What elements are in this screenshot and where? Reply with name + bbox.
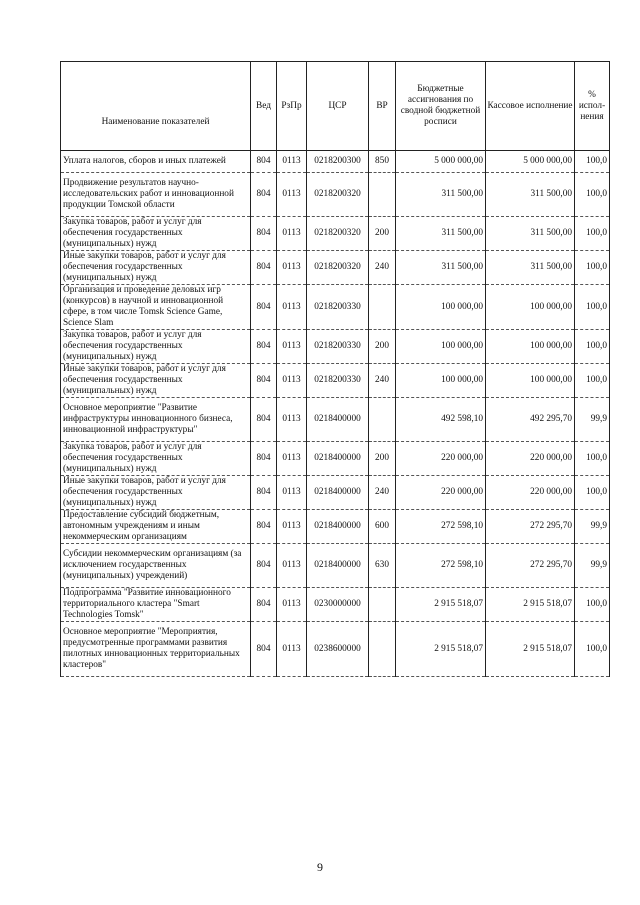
cell-name: Предоставление субсидий бюджетным, автономным учреждениям и иным некоммерческим организациям — [61, 510, 251, 544]
cell-vr: 240 — [369, 251, 396, 285]
header-vr: ВР — [369, 62, 396, 151]
cell-cash: 272 295,70 — [486, 510, 575, 544]
cell-name: Организация и проведение деловых игр (конкурсов) в научной и инновационной сфере, в том числе Tomsk Science Game, Science Slam — [61, 285, 251, 330]
cell-csr: 0238600000 — [307, 622, 369, 677]
table-row — [61, 151, 610, 173]
cell-csr: 0230000000 — [307, 588, 369, 622]
header-csr: ЦСР — [307, 62, 369, 151]
header-name: Наименование показателей — [61, 62, 251, 151]
cell-budget: 272 598,10 — [396, 544, 486, 588]
table-row — [61, 285, 610, 330]
cell-name: Иные закупки товаров, работ и услуг для обеспечения государственных (муниципальных) нужд — [61, 476, 251, 510]
cell-name: Продвижение результатов научно-исследовательских работ и инновационной продукции Томской области — [61, 173, 251, 217]
cell-pct: 100,0 — [575, 442, 610, 476]
header-pct: % испол-нения — [575, 62, 610, 151]
cell-ved: 804 — [251, 330, 277, 364]
cell-budget: 272 598,10 — [396, 510, 486, 544]
cell-budget: 100 000,00 — [396, 285, 486, 330]
cell-pct: 100,0 — [575, 476, 610, 510]
cell-cash: 220 000,00 — [486, 476, 575, 510]
cell-rzpr: 0113 — [277, 285, 307, 330]
cell-pct: 100,0 — [575, 285, 610, 330]
table-row — [61, 217, 610, 251]
cell-name: Закупка товаров, работ и услуг для обеспечения государственных (муниципальных) нужд — [61, 217, 251, 251]
cell-ved: 804 — [251, 151, 277, 173]
cell-name: Иные закупки товаров, работ и услуг для обеспечения государственных (муниципальных) нужд — [61, 364, 251, 398]
cell-budget: 2 915 518,07 — [396, 622, 486, 677]
cell-csr: 0218200300 — [307, 151, 369, 173]
cell-cash: 100 000,00 — [486, 330, 575, 364]
cell-pct: 100,0 — [575, 364, 610, 398]
table-row — [61, 330, 610, 364]
cell-csr: 0218200320 — [307, 217, 369, 251]
cell-name: Уплата налогов, сборов и иных платежей — [61, 151, 251, 173]
cell-ved: 804 — [251, 476, 277, 510]
cell-vr: 200 — [369, 442, 396, 476]
cell-vr: 240 — [369, 476, 396, 510]
cell-rzpr: 0113 — [277, 151, 307, 173]
cell-rzpr: 0113 — [277, 364, 307, 398]
cell-rzpr: 0113 — [277, 622, 307, 677]
table-row — [61, 510, 610, 544]
cell-name: Основное мероприятие "Развитие инфраструктуры инновационного бизнеса, инновационной инфраструктуры" — [61, 398, 251, 442]
cell-pct: 99,9 — [575, 398, 610, 442]
cell-rzpr: 0113 — [277, 442, 307, 476]
cell-cash: 100 000,00 — [486, 285, 575, 330]
cell-vr — [369, 588, 396, 622]
cell-cash: 220 000,00 — [486, 442, 575, 476]
cell-pct: 100,0 — [575, 151, 610, 173]
cell-vr: 200 — [369, 330, 396, 364]
cell-csr: 0218200320 — [307, 251, 369, 285]
cell-csr: 0218400000 — [307, 442, 369, 476]
cell-cash: 311 500,00 — [486, 217, 575, 251]
cell-name: Иные закупки товаров, работ и услуг для обеспечения государственных (муниципальных) нужд — [61, 251, 251, 285]
cell-vr: 240 — [369, 364, 396, 398]
cell-csr: 0218200330 — [307, 285, 369, 330]
table-body — [61, 151, 610, 677]
cell-cash: 2 915 518,07 — [486, 588, 575, 622]
cell-cash: 272 295,70 — [486, 544, 575, 588]
cell-ved: 804 — [251, 251, 277, 285]
cell-rzpr: 0113 — [277, 251, 307, 285]
table-row — [61, 588, 610, 622]
cell-vr — [369, 173, 396, 217]
cell-vr: 850 — [369, 151, 396, 173]
cell-name: Субсидии некоммерческим организациям (за исключением государственных (муниципальных) учреждений) — [61, 544, 251, 588]
cell-name: Подпрограмма "Развитие инновационного территориального кластера "Smart Technologies Tomsk" — [61, 588, 251, 622]
cell-pct: 99,9 — [575, 510, 610, 544]
cell-ved: 804 — [251, 588, 277, 622]
header-budget: Бюджетные ассигнования по сводной бюджетной росписи — [396, 62, 486, 151]
cell-rzpr: 0113 — [277, 476, 307, 510]
table-row — [61, 251, 610, 285]
cell-csr: 0218400000 — [307, 544, 369, 588]
cell-budget: 492 598,10 — [396, 398, 486, 442]
cell-ved: 804 — [251, 173, 277, 217]
cell-vr — [369, 622, 396, 677]
cell-budget: 220 000,00 — [396, 442, 486, 476]
table-row — [61, 476, 610, 510]
header-cash: Кассовое исполнение — [486, 62, 575, 151]
table-row — [61, 364, 610, 398]
cell-vr — [369, 285, 396, 330]
cell-ved: 804 — [251, 398, 277, 442]
cell-cash: 5 000 000,00 — [486, 151, 575, 173]
cell-csr: 0218200320 — [307, 173, 369, 217]
cell-ved: 804 — [251, 217, 277, 251]
header-ved: Вед — [251, 62, 277, 151]
cell-csr: 0218400000 — [307, 476, 369, 510]
cell-csr: 0218200330 — [307, 330, 369, 364]
cell-budget: 311 500,00 — [396, 217, 486, 251]
table-row — [61, 442, 610, 476]
cell-rzpr: 0113 — [277, 398, 307, 442]
cell-cash: 311 500,00 — [486, 173, 575, 217]
cell-pct: 100,0 — [575, 217, 610, 251]
table-row — [61, 622, 610, 677]
cell-csr: 0218200330 — [307, 364, 369, 398]
table-row — [61, 398, 610, 442]
cell-pct: 100,0 — [575, 588, 610, 622]
cell-rzpr: 0113 — [277, 330, 307, 364]
cell-budget: 311 500,00 — [396, 173, 486, 217]
cell-budget: 100 000,00 — [396, 330, 486, 364]
cell-csr: 0218400000 — [307, 398, 369, 442]
cell-vr — [369, 398, 396, 442]
cell-rzpr: 0113 — [277, 544, 307, 588]
table-row — [61, 173, 610, 217]
cell-name: Закупка товаров, работ и услуг для обеспечения государственных (муниципальных) нужд — [61, 442, 251, 476]
cell-rzpr: 0113 — [277, 173, 307, 217]
cell-ved: 804 — [251, 285, 277, 330]
page-number: 9 — [317, 860, 323, 874]
cell-ved: 804 — [251, 622, 277, 677]
cell-cash: 311 500,00 — [486, 251, 575, 285]
cell-cash: 100 000,00 — [486, 364, 575, 398]
table-header-row — [61, 62, 610, 151]
cell-pct: 100,0 — [575, 173, 610, 217]
cell-budget: 2 915 518,07 — [396, 588, 486, 622]
cell-pct: 100,0 — [575, 251, 610, 285]
cell-vr: 600 — [369, 510, 396, 544]
cell-cash: 492 295,70 — [486, 398, 575, 442]
cell-ved: 804 — [251, 442, 277, 476]
cell-pct: 100,0 — [575, 622, 610, 677]
header-rzpr: РзПр — [277, 62, 307, 151]
cell-ved: 804 — [251, 510, 277, 544]
cell-vr: 200 — [369, 217, 396, 251]
cell-pct: 99,9 — [575, 544, 610, 588]
cell-csr: 0218400000 — [307, 510, 369, 544]
cell-cash: 2 915 518,07 — [486, 622, 575, 677]
cell-budget: 100 000,00 — [396, 364, 486, 398]
cell-budget: 5 000 000,00 — [396, 151, 486, 173]
cell-rzpr: 0113 — [277, 510, 307, 544]
table-row — [61, 544, 610, 588]
cell-ved: 804 — [251, 364, 277, 398]
cell-rzpr: 0113 — [277, 217, 307, 251]
cell-name: Основное мероприятие "Мероприятия, предусмотренные программами развития пилотных инновационных территориальных кластеров" — [61, 622, 251, 677]
cell-budget: 220 000,00 — [396, 476, 486, 510]
budget-table — [60, 61, 610, 677]
cell-budget: 311 500,00 — [396, 251, 486, 285]
cell-name: Закупка товаров, работ и услуг для обеспечения государственных (муниципальных) нужд — [61, 330, 251, 364]
cell-rzpr: 0113 — [277, 588, 307, 622]
cell-pct: 100,0 — [575, 330, 610, 364]
cell-ved: 804 — [251, 544, 277, 588]
cell-vr: 630 — [369, 544, 396, 588]
